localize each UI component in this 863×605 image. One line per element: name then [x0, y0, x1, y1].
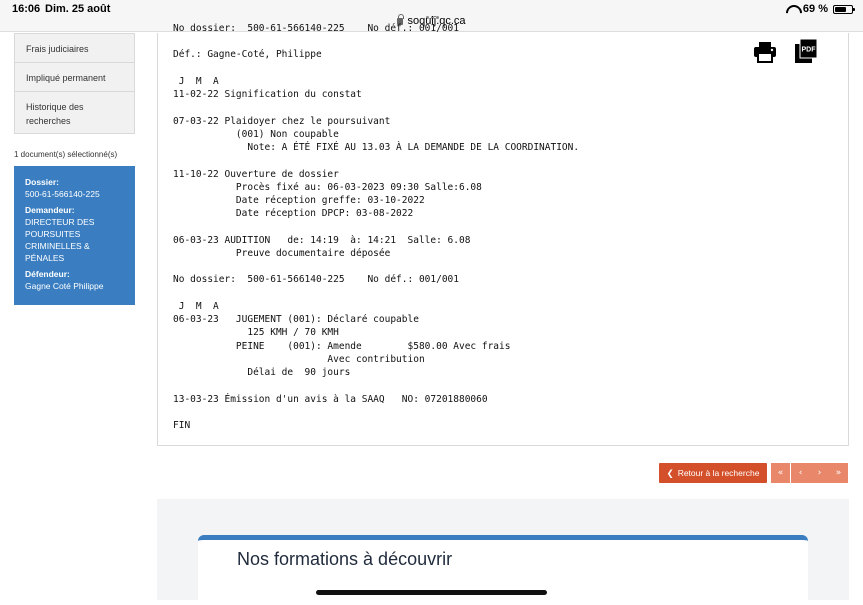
sidebar-menu	[14, 33, 135, 134]
document-line: 06-03-23 JUGEMENT (001): Déclaré coupable	[173, 314, 419, 326]
document-line	[173, 287, 579, 300]
document-line: (001) Non coupable	[173, 128, 339, 140]
document-line	[173, 154, 579, 167]
document-line	[173, 35, 579, 48]
home-indicator[interactable]	[316, 590, 547, 595]
status-date: Dim. 25 août	[45, 3, 111, 15]
sidebar-item-historique-recherches[interactable]: Historique des recherches	[15, 91, 134, 133]
document-text	[173, 22, 579, 432]
last-page-button[interactable]: »	[829, 463, 848, 483]
document-line: J M A	[173, 300, 219, 312]
document-line	[173, 406, 579, 419]
demandeur-value: DIRECTEUR DES POURSUITES CRIMINELLES & PÉNALES	[25, 217, 95, 263]
document-line	[173, 101, 579, 114]
document-line: 11-02-22 Signification du constat	[173, 89, 362, 101]
chevron-left-icon: ❮	[666, 467, 674, 478]
previous-page-button[interactable]: ‹	[791, 463, 810, 483]
document-line	[173, 221, 579, 234]
defendeur-value: Gagne Coté Philippe	[25, 281, 104, 291]
document-line: Note: A ÉTÉ FIXÉ AU 13.03 À LA DEMANDE DE LA COORDINATION.	[173, 142, 580, 154]
document-panel	[157, 23, 849, 446]
status-time: 16:06	[12, 3, 41, 15]
sidebar-item-implique-permanent[interactable]: Impliqué permanent	[15, 62, 134, 91]
document-line: Procès fixé au: 06-03-2023 09:30 Salle:6.08	[173, 181, 482, 193]
document-line: PEINE (001): Amende $580.00 Avec frais	[173, 340, 511, 352]
sidebar-item-frais-judiciaires[interactable]: Frais judiciaires	[15, 33, 134, 62]
status-indicators	[786, 3, 853, 15]
document-line: Date réception DPCP: 03-08-2022	[173, 208, 414, 220]
url-text: soquij.qc.ca	[407, 15, 466, 27]
document-line: No dossier: 500-61-566140-225 No déf.: 001/001	[173, 23, 459, 34]
document-line: 13-03-23 Émission d'un avis à la SAAQ NO: 07201880060	[173, 393, 488, 405]
document-line: Délai de 90 jours	[173, 367, 351, 379]
printer-icon[interactable]	[754, 42, 776, 62]
dossier-value: 500-61-566140-225	[25, 189, 100, 199]
back-to-search-button[interactable]	[659, 463, 767, 483]
dossier-label: Dossier:	[25, 177, 60, 187]
selected-document-card[interactable]	[14, 166, 135, 305]
document-line: 07-03-22 Plaidoyer chez le poursuivant	[173, 115, 391, 127]
first-page-button[interactable]: «	[771, 463, 790, 483]
promo-section	[157, 499, 849, 600]
document-line: Déf.: Gagne-Coté, Philippe	[173, 49, 322, 61]
document-line: No dossier: 500-61-566140-225 No déf.: 001/001	[173, 274, 459, 286]
document-line: 125 KMH / 70 KMH	[173, 327, 339, 339]
document-line: FIN	[173, 420, 191, 432]
document-line: 06-03-23 AUDITION de: 14:19 à: 14:21 Salle: 6.08	[173, 234, 471, 246]
back-to-search-label: Retour à la recherche	[677, 468, 760, 478]
battery-icon	[833, 5, 853, 14]
document-line: Preuve documentaire déposée	[173, 247, 391, 259]
demandeur-label: Demandeur:	[25, 205, 75, 215]
document-line: J M A	[173, 75, 219, 87]
wifi-icon	[786, 5, 798, 14]
document-line	[173, 260, 579, 273]
next-page-button[interactable]: ›	[810, 463, 829, 483]
document-line: 11-10-22 Ouverture de dossier	[173, 168, 339, 180]
multitasking-dots-icon[interactable]	[426, 6, 456, 10]
defendeur-label: Défendeur:	[25, 269, 70, 279]
selection-count: 1 document(s) sélectionné(s)	[14, 150, 118, 159]
pdf-label: PDF	[801, 46, 816, 54]
pdf-icon[interactable]	[795, 39, 817, 63]
document-line: Date réception greffe: 03-10-2022	[173, 195, 425, 207]
document-line	[173, 62, 579, 75]
document-line: Avec contribution	[173, 353, 425, 365]
promo-title: Nos formations à découvrir	[237, 549, 453, 569]
document-line	[173, 379, 579, 392]
battery-percent: 69 %	[802, 3, 828, 15]
